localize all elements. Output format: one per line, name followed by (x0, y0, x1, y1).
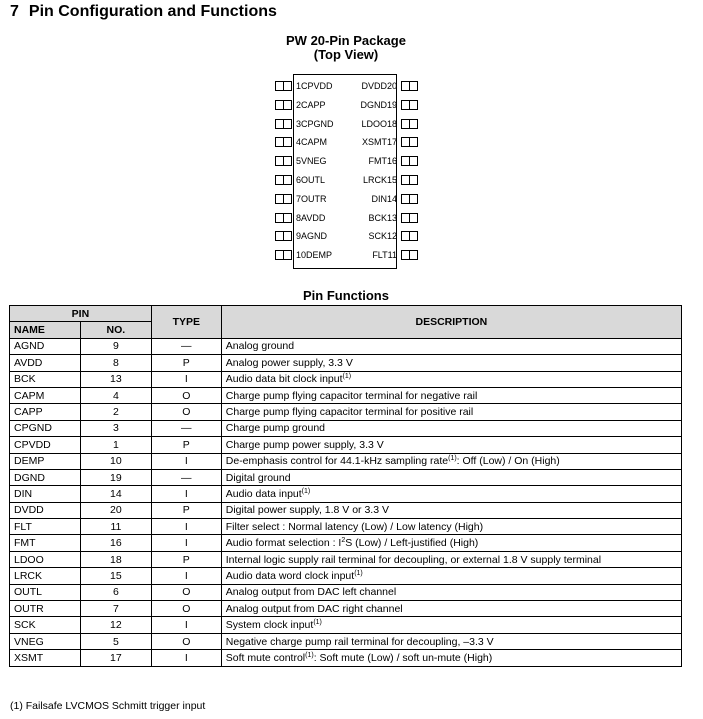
cell-type: P (151, 437, 221, 453)
cell-no: 18 (80, 551, 151, 567)
cell-name: VNEG (10, 633, 81, 649)
pin-label (361, 77, 397, 95)
pin-label (296, 246, 332, 264)
cell-name: DGND (10, 469, 81, 485)
pin-name: DVDD (361, 81, 387, 91)
package-name: PW 20-Pin Package (286, 33, 406, 48)
pin-label (296, 133, 327, 151)
pin-name: CPVDD (301, 81, 333, 91)
pin-number: 1 (296, 81, 302, 91)
cell-name: LDOO (10, 551, 81, 567)
cell-description (221, 551, 681, 567)
pin-right (348, 133, 418, 151)
table-row (10, 650, 682, 666)
cell-type: I (151, 617, 221, 633)
table-row (10, 535, 682, 551)
pin-pad (401, 175, 418, 185)
description-text: Charge pump ground (225, 422, 325, 435)
pin-number: 11 (387, 250, 397, 261)
cell-description (221, 617, 681, 633)
pin-label (296, 171, 325, 189)
cell-no: 6 (80, 584, 151, 600)
table-row (10, 633, 682, 649)
pin-right (348, 115, 418, 133)
footnote: (1) Failsafe LVCMOS Schmitt trigger input (10, 700, 206, 712)
pin-number: 18 (386, 118, 397, 129)
cell-type: I (151, 486, 221, 502)
table-row (10, 601, 682, 617)
description-text: Soft mute control (225, 651, 306, 664)
cell-no: 7 (80, 601, 151, 617)
description-text-cont: : Soft mute (Low) / soft un-mute (High) (313, 651, 493, 664)
pin-name: OUTL (301, 175, 326, 185)
pin-name: DGND (360, 99, 387, 110)
pin-label (296, 96, 326, 114)
cell-no: 19 (80, 469, 151, 485)
cell-name: FMT (10, 535, 81, 551)
cell-name: SCK (10, 617, 81, 633)
pin-functions-table (9, 305, 682, 667)
cell-type: O (151, 633, 221, 649)
pin-number: 3 (296, 118, 302, 129)
pin-label (296, 152, 327, 170)
pin-pad (275, 119, 292, 129)
cell-name: CPVDD (10, 437, 81, 453)
description-text: Audio data input (225, 487, 302, 500)
pin-number: 15 (386, 175, 397, 185)
cell-no: 4 (80, 387, 151, 403)
cell-type: — (151, 469, 221, 485)
cell-name: OUTL (10, 584, 81, 600)
pin-pad (401, 137, 418, 147)
cell-description (221, 420, 681, 436)
pin-functions-title: Pin Functions (303, 288, 389, 303)
header-no: NO. (80, 322, 151, 338)
cell-no: 15 (80, 568, 151, 584)
cell-description (221, 633, 681, 649)
cell-name: DVDD (10, 502, 81, 518)
cell-name: CAPP (10, 404, 81, 420)
table-row (10, 519, 682, 535)
description-superscript: 2 (341, 537, 346, 545)
pin-label (296, 227, 327, 245)
header-pin: PIN (10, 306, 152, 322)
cell-no: 13 (80, 371, 151, 387)
pin-number: 8 (296, 212, 302, 223)
description-superscript: (1) (301, 487, 311, 495)
pin-label (296, 77, 333, 95)
pin-pad (401, 231, 418, 241)
cell-description (221, 568, 681, 584)
cell-type: I (151, 568, 221, 584)
cell-type: P (151, 551, 221, 567)
header-description: DESCRIPTION (221, 306, 681, 339)
pin-label (360, 96, 397, 114)
pin-pad (275, 231, 292, 241)
cell-name: CAPM (10, 387, 81, 403)
description-superscript: (1) (354, 569, 363, 577)
pin-label (368, 152, 397, 170)
pin-name: VNEG (301, 156, 327, 167)
description-text-cont: : Off (Low) / On (High) (456, 455, 560, 468)
cell-name: AVDD (10, 355, 81, 371)
pin-number: 2 (296, 99, 302, 110)
pin-name: LRCK (362, 175, 387, 185)
cell-no: 2 (80, 404, 151, 420)
description-text: Audio data bit clock input (225, 373, 343, 386)
description-superscript: (1) (448, 455, 457, 463)
cell-type: I (151, 371, 221, 387)
cell-description (221, 338, 681, 354)
pin-name: OUTR (301, 193, 327, 204)
pin-pad (401, 213, 418, 223)
description-superscript: (1) (342, 373, 352, 381)
description-text: System clock input (225, 619, 314, 632)
cell-name: BCK (10, 371, 81, 387)
pin-label (368, 209, 397, 227)
pin-name: LDOO (361, 118, 387, 129)
pin-name: FMT (368, 156, 387, 167)
pin-pad (275, 175, 292, 185)
cell-description (221, 469, 681, 485)
cell-description (221, 355, 681, 371)
pin-pad (275, 137, 292, 147)
pin-number: 13 (386, 212, 397, 223)
cell-no: 3 (80, 420, 151, 436)
pin-name: CAPM (301, 137, 328, 148)
pin-pad (275, 194, 292, 204)
cell-name: OUTR (10, 601, 81, 617)
description-text: Audio format selection : I (225, 537, 342, 550)
pin-number: 17 (386, 137, 397, 148)
pin-right (348, 77, 418, 95)
pin-right (348, 209, 418, 227)
pin-number: 6 (296, 175, 302, 185)
pin-number: 5 (296, 156, 302, 167)
cell-description (221, 535, 681, 551)
table-row (10, 338, 682, 354)
cell-type: O (151, 404, 221, 420)
cell-no: 14 (80, 486, 151, 502)
cell-name: CPGND (10, 420, 81, 436)
table-row (10, 387, 682, 403)
description-text: Negative charge pump rail terminal for decoupling, –3.3 V (225, 635, 494, 648)
cell-name: FLT (10, 519, 81, 535)
pin-pad (401, 81, 418, 91)
description-text: Analog output from DAC right channel (225, 602, 403, 615)
pin-pad (401, 119, 418, 129)
pin-pad (275, 250, 292, 260)
pin-number: 20 (386, 81, 397, 91)
table-row (10, 355, 682, 371)
cell-name: DIN (10, 486, 81, 502)
pin-label (296, 190, 327, 208)
cell-description (221, 519, 681, 535)
pin-name: CPGND (301, 118, 334, 129)
pin-number: 16 (386, 156, 397, 167)
pin-number: 12 (386, 231, 397, 242)
cell-no: 12 (80, 617, 151, 633)
pin-right (348, 190, 418, 208)
pin-pad (275, 81, 292, 91)
cell-no: 1 (80, 437, 151, 453)
pin-number: 9 (296, 231, 302, 242)
pin-label (296, 209, 325, 227)
pin-number: 4 (296, 137, 302, 148)
cell-name: DEMP (10, 453, 81, 469)
pin-pad (275, 213, 292, 223)
pin-name: SCK (368, 231, 387, 242)
cell-description (221, 387, 681, 403)
description-text: Analog power supply, 3.3 V (225, 356, 353, 369)
pin-right (348, 152, 418, 170)
table-row (10, 453, 682, 469)
cell-description (221, 502, 681, 518)
pin-right (348, 246, 418, 264)
cell-no: 5 (80, 633, 151, 649)
cell-type: I (151, 519, 221, 535)
cell-description (221, 453, 681, 469)
description-text: Analog ground (225, 340, 295, 353)
pin-name: AGND (301, 231, 328, 242)
description-text: Analog output from DAC left channel (225, 586, 397, 599)
cell-no: 16 (80, 535, 151, 551)
pin-pad (401, 156, 418, 166)
cell-type: O (151, 584, 221, 600)
cell-description (221, 584, 681, 600)
description-text: Charge pump flying capacitor terminal for negative rail (225, 389, 478, 402)
cell-description (221, 486, 681, 502)
cell-description (221, 650, 681, 666)
pin-pad (275, 100, 292, 110)
pin-number: 7 (296, 193, 302, 204)
table-row (10, 404, 682, 420)
cell-type: P (151, 502, 221, 518)
section-heading (10, 3, 277, 21)
cell-name: XSMT (10, 650, 81, 666)
cell-type: P (151, 355, 221, 371)
description-text: Digital ground (225, 471, 291, 484)
pin-right (348, 96, 418, 114)
pin-name: DEMP (306, 250, 333, 261)
cell-no: 17 (80, 650, 151, 666)
cell-no: 11 (80, 519, 151, 535)
description-text: Audio data word clock input (225, 569, 355, 582)
table-row (10, 551, 682, 567)
table-row (10, 437, 682, 453)
description-text: Digital power supply, 1.8 V or 3.3 V (225, 504, 389, 517)
cell-name: AGND (10, 338, 81, 354)
table-row (10, 486, 682, 502)
pin-label (363, 171, 397, 189)
table-row (10, 371, 682, 387)
pin-pad (275, 156, 292, 166)
table-row (10, 420, 682, 436)
cell-no: 20 (80, 502, 151, 518)
description-superscript: (1) (313, 619, 322, 627)
cell-no: 10 (80, 453, 151, 469)
cell-type: O (151, 387, 221, 403)
cell-type: I (151, 535, 221, 551)
cell-name: LRCK (10, 568, 81, 584)
header-name: NAME (10, 322, 81, 338)
pin-label (296, 115, 334, 133)
pin-pad (401, 194, 418, 204)
pin-right (348, 227, 418, 245)
package-title (246, 34, 446, 62)
cell-no: 9 (80, 338, 151, 354)
description-text: Charge pump power supply, 3.3 V (225, 438, 384, 451)
pin-label (368, 227, 397, 245)
table-row (10, 502, 682, 518)
cell-description (221, 437, 681, 453)
cell-type: I (151, 650, 221, 666)
description-text: Filter select : Normal latency (Low) / Low latency (High) (225, 520, 484, 533)
pin-right (348, 171, 418, 189)
table-row (10, 469, 682, 485)
pin-name: DIN (371, 193, 387, 204)
section-number: 7 (10, 3, 19, 20)
pin-pad (401, 100, 418, 110)
pin-number: 14 (386, 193, 397, 204)
pin-label (371, 190, 397, 208)
pin-name: CAPP (301, 99, 326, 110)
description-text: Internal logic supply rail terminal for decoupling, or external 1.8 V supply terminal (225, 553, 602, 566)
cell-no: 8 (80, 355, 151, 371)
description-text-cont: S (Low) / Left-justified (High) (345, 537, 479, 550)
pin-label (361, 115, 397, 133)
pin-name: XSMT (361, 137, 387, 148)
description-text: Charge pump flying capacitor terminal for positive rail (225, 406, 474, 419)
header-type: TYPE (151, 306, 221, 339)
cell-type: O (151, 601, 221, 617)
cell-description (221, 371, 681, 387)
pin-name: FLT (372, 250, 388, 261)
cell-type: — (151, 338, 221, 354)
table-row (10, 584, 682, 600)
package-view: (Top View) (313, 47, 379, 62)
cell-description (221, 601, 681, 617)
description-text: De-emphasis control for 44.1-kHz sampling rate (225, 455, 449, 468)
pin-name: AVDD (301, 212, 326, 223)
description-superscript: (1) (305, 651, 314, 659)
pin-pad (401, 250, 418, 260)
table-row (10, 617, 682, 633)
section-title: Pin Configuration and Functions (28, 3, 277, 20)
pin-label (362, 133, 397, 151)
pin-name: BCK (368, 212, 387, 223)
cell-type: I (151, 453, 221, 469)
pin-number: 19 (386, 99, 397, 110)
pin-number: 10 (296, 250, 307, 261)
table-row (10, 568, 682, 584)
pin-label (372, 246, 397, 264)
cell-description (221, 404, 681, 420)
cell-type: — (151, 420, 221, 436)
